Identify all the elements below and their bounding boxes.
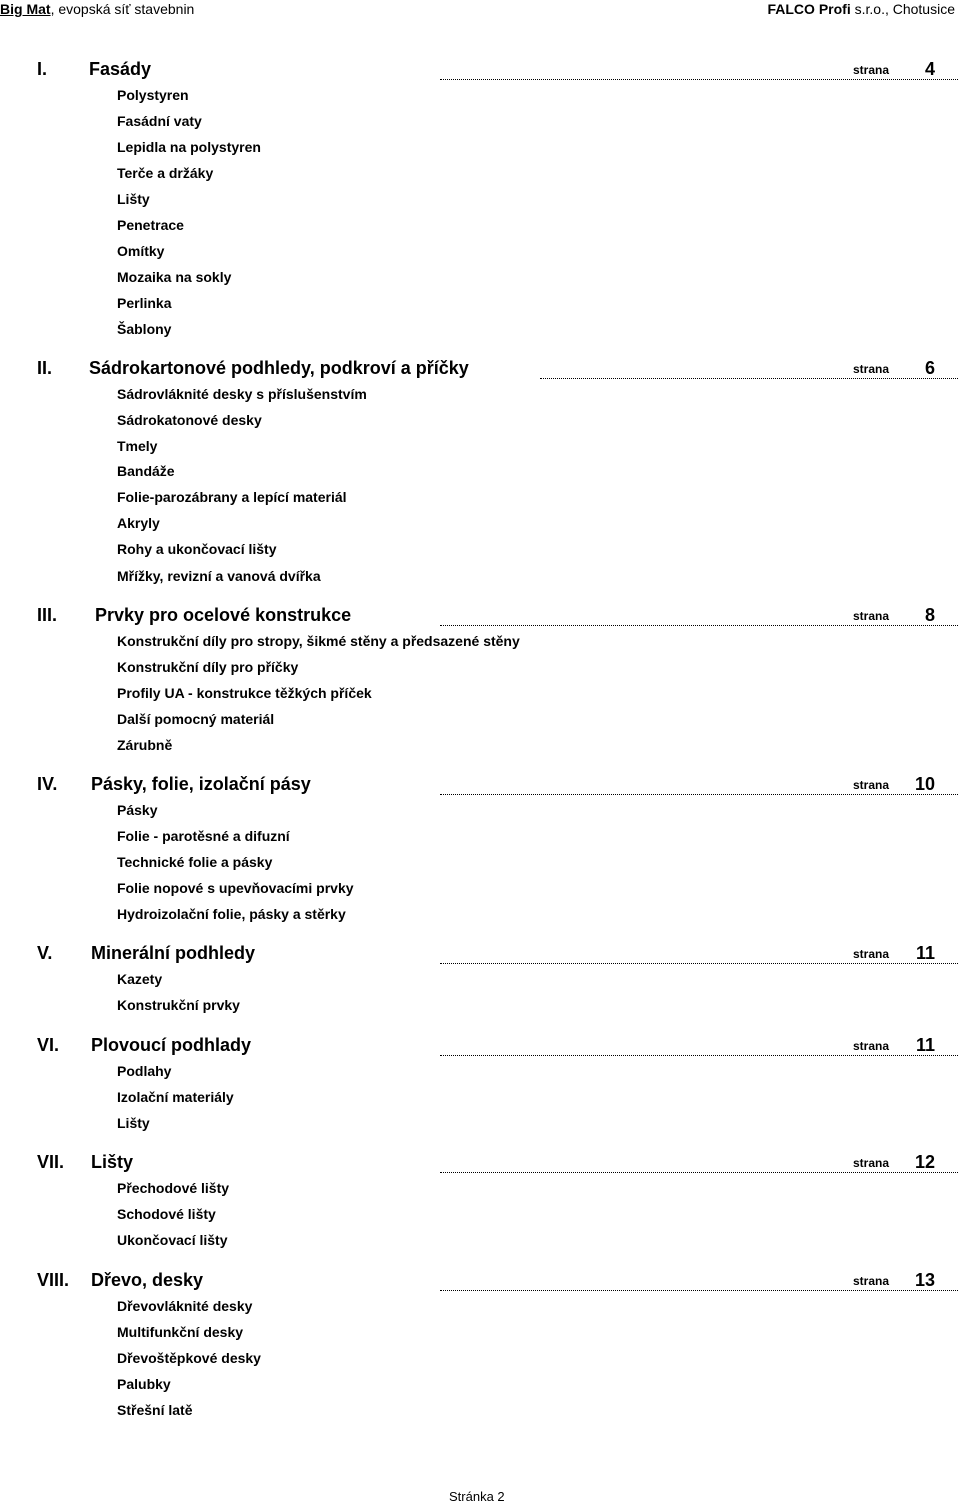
page-label: strana (853, 1274, 890, 1288)
section-title: Fasády (89, 59, 152, 79)
section-title: Sádrokartonové podhledy, podkroví a příčky (89, 358, 469, 378)
list-item: Tmely (117, 438, 158, 454)
page-footer: Stránka 2 (449, 1489, 505, 1504)
header-right-text: s.r.o., Chotusice (850, 1, 955, 17)
list-item: Konstrukční prvky (117, 997, 240, 1013)
list-item: Technické folie a pásky (117, 854, 273, 870)
list-item: Multifunkční desky (117, 1324, 244, 1340)
page-number: 8 (924, 605, 935, 625)
list-item: Dřevovláknité desky (117, 1298, 253, 1314)
list-item: Střešní latě (117, 1402, 193, 1418)
section-numeral: IV. (37, 774, 58, 794)
list-item: Terče a držáky (117, 165, 214, 181)
dotted-leader (540, 378, 958, 379)
list-item: Schodové lišty (117, 1206, 216, 1222)
dotted-leader (440, 79, 958, 80)
page-number: 12 (914, 1152, 935, 1172)
list-item: Konstrukční díly pro příčky (117, 659, 299, 675)
section-numeral: V. (37, 943, 53, 963)
list-item: Lepidla na polystyren (117, 139, 261, 155)
list-item: Podlahy (117, 1063, 172, 1079)
list-item: Akryly (117, 515, 160, 531)
list-item: Folie - parotěsné a difuzní (117, 828, 290, 844)
page-label: strana (853, 778, 890, 792)
list-item: Bandáže (117, 463, 175, 479)
list-item: Přechodové lišty (117, 1180, 230, 1196)
page-label: strana (853, 609, 890, 623)
dotted-leader (440, 794, 958, 795)
list-item: Pásky (117, 802, 158, 818)
page-number: 13 (914, 1270, 935, 1290)
dotted-leader (440, 1055, 958, 1056)
list-item: Omítky (117, 243, 165, 259)
list-item: Kazety (117, 971, 163, 987)
list-item: Zárubně (117, 737, 173, 753)
list-item: Folie nopové s upevňovacími prvky (117, 880, 354, 896)
list-item: Sádrovláknité desky s příslušenstvím (117, 386, 367, 402)
section-numeral: VI. (37, 1035, 60, 1055)
page-label: strana (853, 362, 890, 376)
list-item: Folie-parozábrany a lepící materiál (117, 489, 347, 505)
header-left (0, 1, 194, 17)
list-item: Rohy a ukončovací lišty (117, 541, 277, 557)
section-numeral: II. (37, 358, 53, 378)
page-label: strana (853, 1156, 890, 1170)
section-numeral: VIII. (37, 1270, 70, 1290)
header-right-brand: FALCO Profi (767, 1, 851, 17)
header-left-brand[interactable]: Big Mat (0, 1, 51, 17)
dotted-leader (440, 963, 958, 964)
header-left-text: , evopská síť stavebnin (50, 1, 195, 17)
section-title: Pásky, folie, izolační pásy (91, 774, 311, 794)
page-label: strana (853, 1039, 890, 1053)
list-item: Sádrokatonové desky (117, 412, 262, 428)
page-number: 6 (924, 358, 935, 378)
list-item: Dřevoštěpkové desky (117, 1350, 261, 1366)
dotted-leader (440, 1172, 958, 1173)
page-label: strana (853, 947, 890, 961)
list-item: Lišty (117, 1115, 150, 1131)
page-number: 10 (914, 774, 935, 794)
list-item: Palubky (117, 1376, 171, 1392)
list-item: Mozaika na sokly (117, 269, 232, 285)
section-numeral: VII. (37, 1152, 65, 1172)
list-item: Izolační materiály (117, 1089, 234, 1105)
section-title: Lišty (91, 1152, 134, 1172)
page-label: strana (853, 63, 890, 77)
section-title: Prvky pro ocelové konstrukce (95, 605, 352, 625)
section-title: Plovoucí podhlady (91, 1035, 252, 1055)
section-title: Dřevo, desky (91, 1270, 204, 1290)
dotted-leader (440, 1290, 958, 1291)
list-item: Perlinka (117, 295, 172, 311)
header-right (767, 1, 955, 17)
list-item: Konstrukční díly pro stropy, šikmé stěny a předsazené stěny (117, 633, 520, 649)
page-number: 11 (915, 1035, 935, 1055)
list-item: Ukončovací lišty (117, 1232, 228, 1248)
list-item: Lišty (117, 191, 150, 207)
page-number: 4 (924, 59, 935, 79)
list-item: Fasádní vaty (117, 113, 202, 129)
list-item: Penetrace (117, 217, 184, 233)
dotted-leader (440, 625, 958, 626)
section-numeral: III. (37, 605, 58, 625)
list-item: Mřížky, revizní a vanová dvířka (117, 568, 321, 584)
list-item: Polystyren (117, 87, 189, 103)
list-item: Hydroizolační folie, pásky a stěrky (117, 906, 346, 922)
section-title: Minerální podhledy (91, 943, 256, 963)
list-item: Další pomocný materiál (117, 711, 275, 727)
list-item: Profily UA - konstrukce těžkých příček (117, 685, 372, 701)
page-number: 11 (915, 943, 935, 963)
section-numeral: I. (37, 59, 48, 79)
list-item: Šablony (117, 321, 172, 337)
